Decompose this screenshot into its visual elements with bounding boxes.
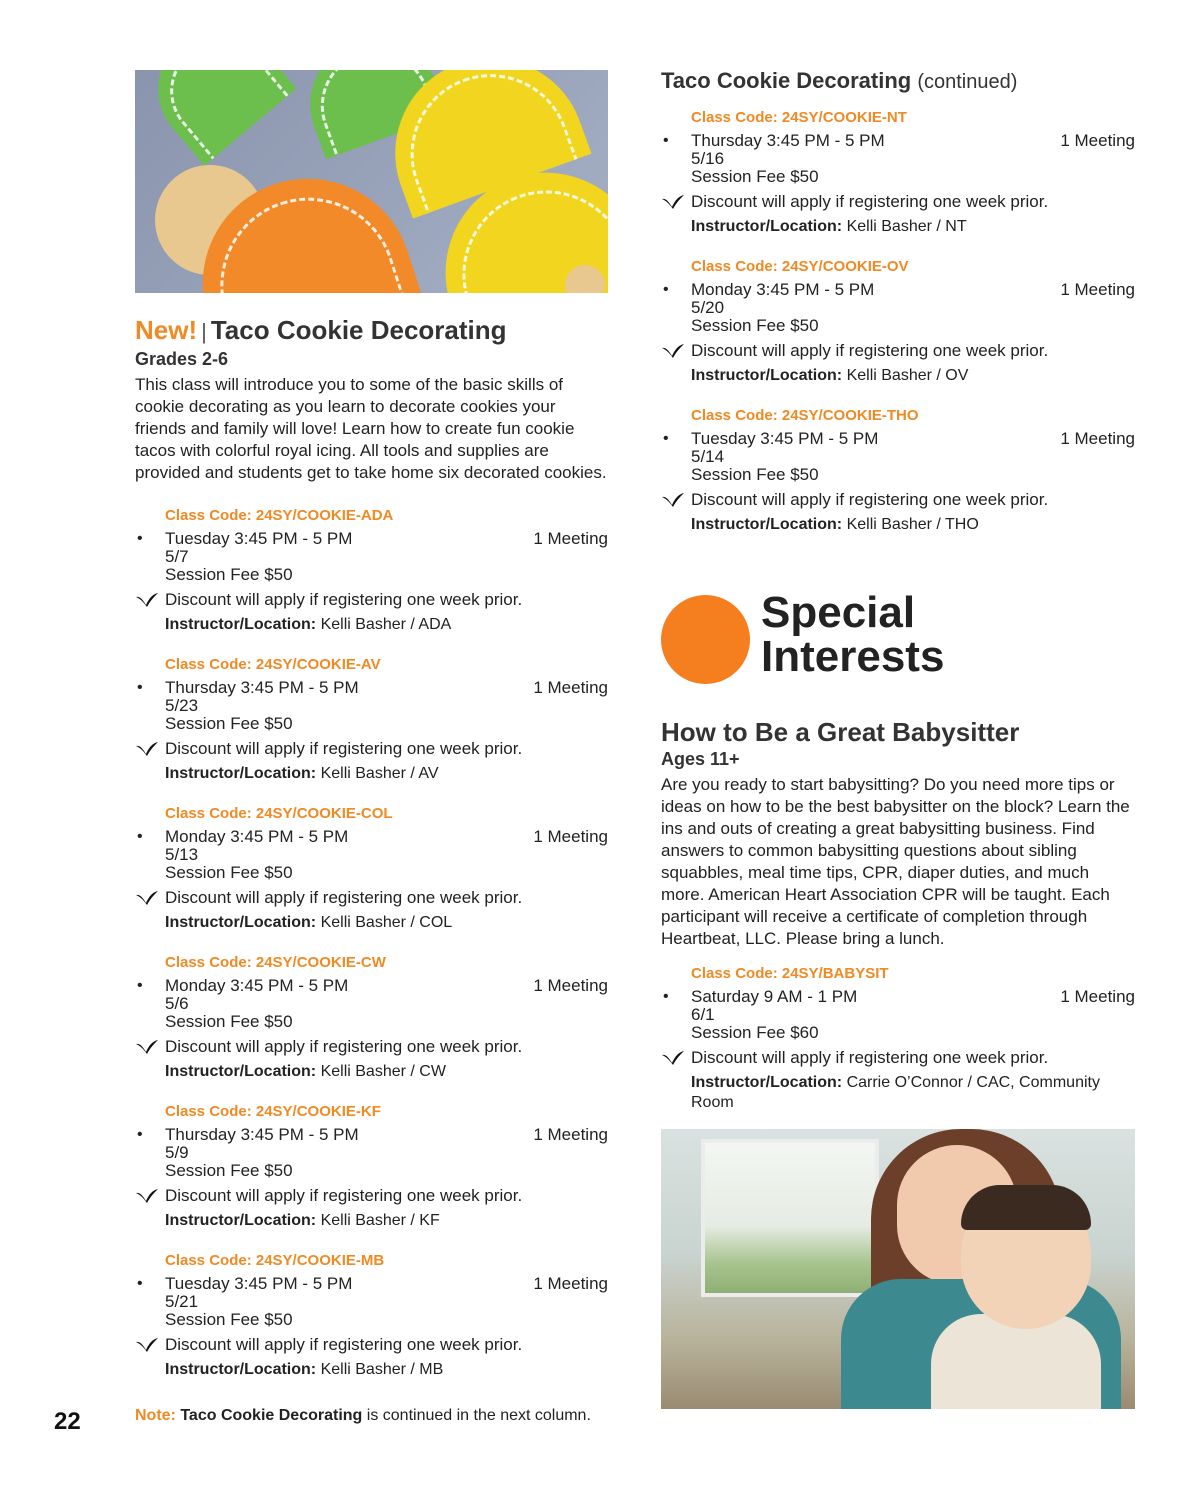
instructor-value: Kelli Basher / KF bbox=[320, 1212, 440, 1229]
bullet-icon: • bbox=[663, 988, 669, 1005]
instructor-location bbox=[165, 615, 608, 635]
instructor-label: Instructor/Location: bbox=[165, 1063, 317, 1080]
discount-row bbox=[165, 739, 608, 759]
discount-row bbox=[165, 1186, 608, 1206]
special-title-line1: Special bbox=[761, 588, 916, 637]
bullet-icon: • bbox=[663, 430, 669, 447]
meeting-count: 1 Meeting bbox=[1060, 429, 1135, 448]
session-day-time: Thursday 3:45 PM - 5 PM bbox=[165, 678, 359, 697]
continued-label: (continued) bbox=[917, 71, 1018, 93]
bullet-icon: • bbox=[137, 1275, 143, 1292]
discount-text: Discount will apply if registering one week prior. bbox=[165, 888, 523, 907]
discount-text: Discount will apply if registering one week prior. bbox=[691, 192, 1049, 211]
session-day-row bbox=[663, 131, 1135, 150]
session-day-row bbox=[663, 280, 1135, 299]
title-separator: | bbox=[201, 319, 207, 344]
note bbox=[135, 1406, 608, 1426]
babysitter-title: How to Be a Great Babysitter bbox=[661, 717, 1020, 747]
class-code: Class Code: 24SY/COOKIE-KF bbox=[165, 1103, 381, 1120]
bullet-icon: • bbox=[137, 828, 143, 845]
class-code: Class Code: 24SY/COOKIE-AV bbox=[165, 656, 381, 673]
continued-title bbox=[661, 69, 1135, 94]
babysitter-description: Are you ready to start babysitting? Do you need more tips or ideas on how to be the best babysitter on the block? Learn the ins and outs of creating a great babysitting business. Find answers to common babysitting questions about sibling squabbles, meal time tips, CPR, diaper duties, and much more. American Heart Association CPR will be taught. Each participant will receive a certificate of completion through Heartbeat, LLC. Please bring a lunch. bbox=[661, 775, 1130, 948]
session-day-time: Tuesday 3:45 PM - 5 PM bbox=[691, 429, 879, 448]
class-code: Class Code: 24SY/BABYSIT bbox=[691, 965, 889, 982]
instructor-label: Instructor/Location: bbox=[691, 367, 843, 384]
session-fee: Session Fee $50 bbox=[165, 565, 293, 584]
meeting-count: 1 Meeting bbox=[1060, 987, 1135, 1006]
discount-check-icon bbox=[661, 194, 685, 210]
session-day-time: Monday 3:45 PM - 5 PM bbox=[165, 827, 349, 846]
session-day-time: Monday 3:45 PM - 5 PM bbox=[165, 976, 349, 995]
session-day-row bbox=[137, 827, 608, 846]
discount-check-icon bbox=[135, 890, 159, 906]
bullet-icon: • bbox=[137, 977, 143, 994]
session-day-time: Tuesday 3:45 PM - 5 PM bbox=[165, 529, 353, 548]
instructor-label: Instructor/Location: bbox=[691, 218, 843, 235]
meeting-count: 1 Meeting bbox=[1060, 280, 1135, 299]
discount-check-icon bbox=[135, 592, 159, 608]
meeting-count: 1 Meeting bbox=[1060, 131, 1135, 150]
session-day-row bbox=[137, 678, 608, 697]
instructor-location bbox=[165, 1211, 608, 1231]
instructor-value: Kelli Basher / THO bbox=[846, 516, 979, 533]
meeting-count: 1 Meeting bbox=[533, 1125, 608, 1144]
discount-row bbox=[691, 490, 1135, 510]
session-fee: Session Fee $50 bbox=[691, 465, 819, 484]
session-date: 5/14 bbox=[691, 447, 725, 466]
session-day-time: Monday 3:45 PM - 5 PM bbox=[691, 280, 875, 299]
note-label: Note: bbox=[135, 1407, 176, 1424]
right-column bbox=[661, 70, 1135, 1409]
session-date: 6/1 bbox=[691, 1005, 715, 1024]
class-code: Class Code: 24SY/COOKIE-NT bbox=[691, 109, 907, 126]
instructor-location bbox=[691, 515, 1135, 535]
instructor-label: Instructor/Location: bbox=[165, 1361, 317, 1378]
discount-row bbox=[165, 888, 608, 908]
session-fee: Session Fee $50 bbox=[165, 1161, 293, 1180]
discount-text: Discount will apply if registering one week prior. bbox=[691, 490, 1049, 509]
new-tag: New! bbox=[135, 315, 198, 345]
session-day-row bbox=[137, 976, 608, 995]
special-interests-header bbox=[661, 588, 1135, 689]
instructor-label: Instructor/Location: bbox=[165, 1212, 317, 1229]
instructor-location bbox=[165, 913, 608, 933]
meeting-count: 1 Meeting bbox=[533, 1274, 608, 1293]
session-block bbox=[137, 1251, 608, 1380]
instructor-location bbox=[691, 1073, 1135, 1113]
session-block bbox=[663, 108, 1135, 237]
session-block bbox=[137, 506, 608, 635]
discount-text: Discount will apply if registering one week prior. bbox=[165, 1335, 523, 1354]
session-date: 5/16 bbox=[691, 149, 725, 168]
discount-text: Discount will apply if registering one week prior. bbox=[165, 739, 523, 758]
discount-check-icon bbox=[661, 492, 685, 508]
instructor-value: Kelli Basher / CW bbox=[320, 1063, 446, 1080]
session-day-row bbox=[137, 529, 608, 548]
session-fee: Session Fee $50 bbox=[165, 1012, 293, 1031]
session-date: 5/20 bbox=[691, 298, 725, 317]
instructor-location bbox=[165, 1062, 608, 1082]
discount-row bbox=[691, 341, 1135, 361]
instructor-label: Instructor/Location: bbox=[691, 1074, 843, 1091]
left-column bbox=[135, 70, 608, 1426]
session-date: 5/23 bbox=[165, 696, 199, 715]
discount-row bbox=[691, 192, 1135, 212]
class-code: Class Code: 24SY/COOKIE-OV bbox=[691, 258, 909, 275]
discount-check-icon bbox=[135, 741, 159, 757]
session-block bbox=[137, 953, 608, 1082]
instructor-label: Instructor/Location: bbox=[691, 516, 843, 533]
session-day-time: Saturday 9 AM - 1 PM bbox=[691, 987, 858, 1006]
class-code: Class Code: 24SY/COOKIE-ADA bbox=[165, 507, 394, 524]
session-day-row bbox=[137, 1274, 608, 1293]
special-interests-title bbox=[761, 588, 945, 681]
page-number: 22 bbox=[54, 1408, 81, 1435]
discount-text: Discount will apply if registering one week prior. bbox=[165, 1037, 523, 1056]
bullet-icon: • bbox=[137, 1126, 143, 1143]
discount-row bbox=[165, 1037, 608, 1057]
bullet-icon: • bbox=[137, 530, 143, 547]
discount-text: Discount will apply if registering one week prior. bbox=[691, 1048, 1049, 1067]
session-date: 5/9 bbox=[165, 1143, 189, 1162]
instructor-value: Kelli Basher / COL bbox=[320, 914, 453, 931]
session-block bbox=[663, 406, 1135, 535]
instructor-label: Instructor/Location: bbox=[165, 616, 317, 633]
class-title-text: Taco Cookie Decorating bbox=[210, 315, 507, 345]
class-code: Class Code: 24SY/COOKIE-COL bbox=[165, 805, 393, 822]
session-day-time: Tuesday 3:45 PM - 5 PM bbox=[165, 1274, 353, 1293]
special-title-line2: Interests bbox=[761, 632, 945, 681]
bullet-icon: • bbox=[663, 281, 669, 298]
session-date: 5/6 bbox=[165, 994, 189, 1013]
class-title bbox=[135, 315, 608, 347]
session-day-time: Thursday 3:45 PM - 5 PM bbox=[165, 1125, 359, 1144]
session-block bbox=[663, 257, 1135, 386]
instructor-label: Instructor/Location: bbox=[165, 765, 317, 782]
meeting-count: 1 Meeting bbox=[533, 678, 608, 697]
session-date: 5/7 bbox=[165, 547, 189, 566]
discount-check-icon bbox=[135, 1039, 159, 1055]
discount-text: Discount will apply if registering one week prior. bbox=[165, 1186, 523, 1205]
discount-text: Discount will apply if registering one week prior. bbox=[165, 590, 523, 609]
session-day-row bbox=[137, 1125, 608, 1144]
grades: Grades 2-6 bbox=[135, 349, 229, 369]
bullet-icon: • bbox=[663, 132, 669, 149]
session-block bbox=[137, 1102, 608, 1231]
instructor-location bbox=[691, 366, 1135, 386]
meeting-count: 1 Meeting bbox=[533, 976, 608, 995]
instructor-value: Kelli Basher / AV bbox=[320, 765, 439, 782]
session-day-time: Thursday 3:45 PM - 5 PM bbox=[691, 131, 885, 150]
orange-circle-icon bbox=[661, 595, 750, 684]
cookie-photo bbox=[135, 70, 608, 293]
session-block bbox=[137, 804, 608, 933]
instructor-value: Kelli Basher / OV bbox=[846, 367, 969, 384]
babysitter-photo bbox=[661, 1129, 1135, 1409]
instructor-location bbox=[165, 1360, 608, 1380]
discount-check-icon bbox=[135, 1188, 159, 1204]
session-fee: Session Fee $50 bbox=[691, 167, 819, 186]
instructor-location bbox=[691, 217, 1135, 237]
session-date: 5/13 bbox=[165, 845, 199, 864]
session-day-row bbox=[663, 987, 1135, 1006]
session-fee: Session Fee $50 bbox=[165, 714, 293, 733]
class-code: Class Code: 24SY/COOKIE-MB bbox=[165, 1252, 385, 1269]
session-fee: Session Fee $50 bbox=[691, 316, 819, 335]
discount-check-icon bbox=[661, 1050, 685, 1066]
meeting-count: 1 Meeting bbox=[533, 529, 608, 548]
session-fee: Session Fee $50 bbox=[165, 863, 293, 882]
instructor-label: Instructor/Location: bbox=[165, 914, 317, 931]
session-date: 5/21 bbox=[165, 1292, 199, 1311]
instructor-value: Carrie O’Connor / CAC, Community Room bbox=[691, 1074, 1100, 1111]
instructor-value: Kelli Basher / ADA bbox=[320, 616, 452, 633]
bullet-icon: • bbox=[137, 679, 143, 696]
discount-row bbox=[165, 590, 608, 610]
note-bold: Taco Cookie Decorating bbox=[180, 1407, 363, 1424]
discount-check-icon bbox=[135, 1337, 159, 1353]
instructor-value: Kelli Basher / NT bbox=[846, 218, 967, 235]
note-text: is continued in the next column. bbox=[366, 1407, 591, 1424]
session-block bbox=[137, 655, 608, 784]
discount-row bbox=[165, 1335, 608, 1355]
instructor-location bbox=[165, 764, 608, 784]
discount-text: Discount will apply if registering one week prior. bbox=[691, 341, 1049, 360]
session-block bbox=[663, 964, 1135, 1113]
continued-title-text: Taco Cookie Decorating bbox=[661, 68, 912, 93]
session-fee: Session Fee $50 bbox=[165, 1310, 293, 1329]
session-day-row bbox=[663, 429, 1135, 448]
instructor-value: Kelli Basher / MB bbox=[320, 1361, 444, 1378]
discount-row bbox=[691, 1048, 1135, 1068]
babysitter-ages: Ages 11+ bbox=[661, 749, 740, 769]
class-description: This class will introduce you to some of the basic skills of cookie decorating as you learn to decorate cookies your friends and family will love! Learn how to create fun cookie tacos with colorful royal icing. All tools and supplies are provided and students get to take home six decorated cookies. bbox=[135, 375, 607, 482]
session-fee: Session Fee $60 bbox=[691, 1023, 819, 1042]
meeting-count: 1 Meeting bbox=[533, 827, 608, 846]
class-code: Class Code: 24SY/COOKIE-CW bbox=[165, 954, 386, 971]
discount-check-icon bbox=[661, 343, 685, 359]
class-code: Class Code: 24SY/COOKIE-THO bbox=[691, 407, 919, 424]
